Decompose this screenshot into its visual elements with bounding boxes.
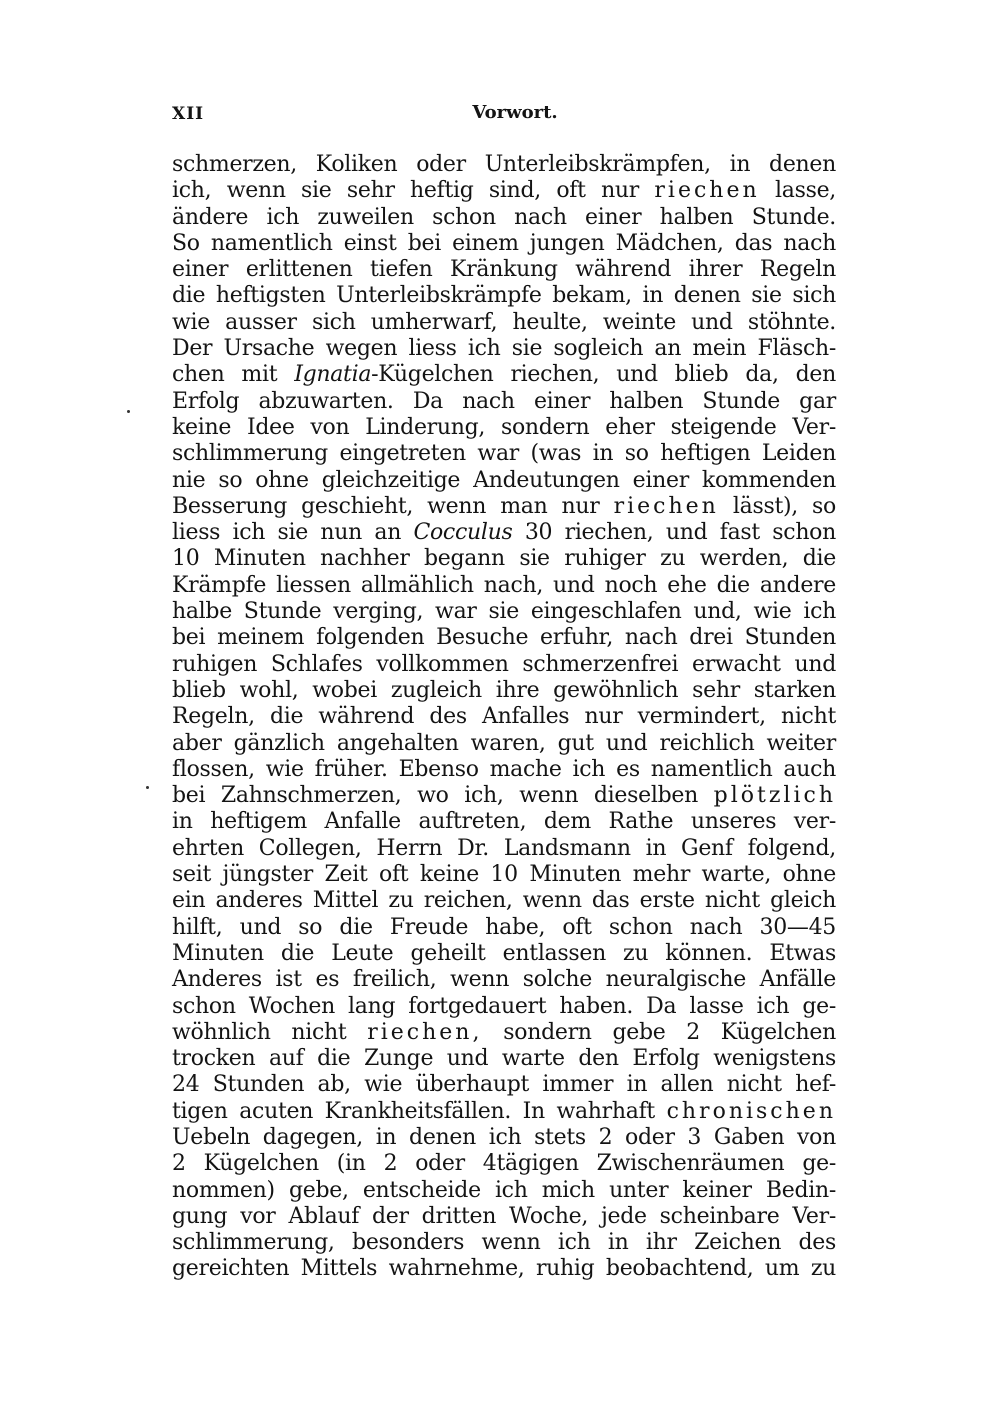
spaced-emphasis: plötzlich: [713, 783, 836, 809]
text-line: keine Idee von Linderung, sondern eher steigende Ver-: [172, 414, 836, 440]
body-text: [172, 152, 836, 1283]
text-line: schlimmerung, besonders wenn ich in ihr Zeichen des: [172, 1230, 836, 1256]
text-line: Anderes ist es freilich, wenn solche neuralgische Anfälle: [172, 967, 836, 993]
text-line: aber gänzlich angehalten waren, gut und reichlich weiter: [172, 730, 836, 756]
text-line: bei meinem folgenden Besuche erfuhr, nach drei Stunden: [172, 625, 836, 651]
print-speck: [146, 786, 149, 789]
text-line: Minuten die Leute geheilt entlassen zu können. Etwas: [172, 940, 836, 966]
spaced-emphasis: riechen,: [367, 1019, 483, 1045]
text-line: blieb wohl, wobei zugleich ihre gewöhnlich sehr starken: [172, 677, 836, 703]
text-line: 10 Minuten nachher begann sie ruhiger zu werden, die: [172, 546, 836, 572]
page-number: XII: [172, 104, 205, 124]
italic-term: Cocculus: [413, 520, 513, 546]
text-line: gung vor Ablauf der dritten Woche, jede scheinbare Ver-: [172, 1203, 836, 1229]
text-line: seit jüngster Zeit oft keine 10 Minuten mehr warte, ohne: [172, 862, 836, 888]
print-speck: [127, 410, 130, 413]
text-line: Uebeln dagegen, in denen ich stets 2 oder 3 Gaben von: [172, 1124, 836, 1150]
text-line: wöhnlich nicht riechen, sondern gebe 2 Kügelchen: [172, 1019, 837, 1045]
text-line: flossen, wie früher. Ebenso mache ich es namentlich auch: [172, 756, 836, 782]
text-line: schlimmerung eingetreten war (was in so heftigen Leiden: [172, 441, 836, 467]
text-line: trocken auf die Zunge und warte den Erfolg wenigstens: [172, 1046, 836, 1072]
text-line: hilft, und so die Freude habe, oft schon nach 30—45: [172, 914, 836, 940]
text-line: ich, wenn sie sehr heftig sind, oft nur riechen lasse,: [172, 178, 836, 204]
text-line: nie so ohne gleichzeitige Andeutungen einer kommenden: [172, 467, 836, 493]
text-line: liess ich sie nun an Cocculus 30 riechen, und fast schon: [172, 520, 836, 546]
text-line: Krämpfe liessen allmählich nach, und noch ehe die andere: [172, 572, 836, 598]
text-line: in heftigem Anfalle auftreten, dem Rathe unseres ver-: [172, 809, 836, 835]
text-line: die heftigsten Unterleibskrämpfe bekam, in denen sie sich: [172, 283, 836, 309]
text-line: bei Zahnschmerzen, wo ich, wenn dieselben plötzlich: [172, 783, 836, 809]
italic-term: Ignatia: [294, 362, 372, 388]
spaced-emphasis: chronischen: [666, 1098, 836, 1124]
text-line: schon Wochen lang fortgedauert haben. Da lasse ich ge-: [172, 993, 836, 1019]
text-line: halbe Stunde verging, war sie eingeschlafen und, wie ich: [172, 599, 836, 625]
text-line: 24 Stunden ab, wie überhaupt immer in allen nicht hef-: [172, 1072, 836, 1098]
text-line: 2 Kügelchen (in 2 oder 4tägigen Zwischenräumen ge-: [172, 1151, 836, 1177]
text-line: Regeln, die während des Anfalles nur vermindert, nicht: [172, 704, 836, 730]
text-line: chen mit Ignatia-Kügelchen riechen, und blieb da, den: [172, 362, 836, 388]
text-line: Der Ursache wegen liess ich sie sogleich an mein Fläsch-: [172, 336, 836, 362]
text-line: Erfolg abzuwarten. Da nach einer halben Stunde gar: [172, 388, 836, 414]
spaced-emphasis: riechen: [654, 178, 760, 204]
text-line: ehrten Collegen, Herrn Dr. Landsmann in Genf folgend,: [172, 835, 836, 861]
text-line: ein anderes Mittel zu reichen, wenn das erste nicht gleich: [172, 888, 836, 914]
text-line: ruhigen Schlafes vollkommen schmerzenfrei erwacht und: [172, 651, 836, 677]
text-line: Besserung geschieht, wenn man nur riechen lässt), so: [172, 493, 836, 519]
text-line: So namentlich einst bei einem jungen Mädchen, das nach: [172, 230, 836, 256]
text-line: tigen acuten Krankheitsfällen. In wahrhaft chronischen: [172, 1098, 836, 1124]
text-line: ändere ich zuweilen schon nach einer halben Stunde.: [172, 204, 836, 230]
text-line: gereichten Mittels wahrnehme, ruhig beobachtend, um zu: [172, 1256, 836, 1282]
text-line: wie ausser sich umherwarf, heulte, weinte und stöhnte.: [172, 309, 836, 335]
running-title: Vorwort.: [472, 102, 558, 123]
spaced-emphasis: riechen: [613, 493, 719, 519]
text-line: nommen) gebe, entscheide ich mich unter keiner Bedin-: [172, 1177, 836, 1203]
text-line: schmerzen, Koliken oder Unterleibskrämpfen, in denen: [172, 152, 836, 177]
text-line: einer erlittenen tiefen Kränkung während ihrer Regeln: [172, 257, 836, 283]
